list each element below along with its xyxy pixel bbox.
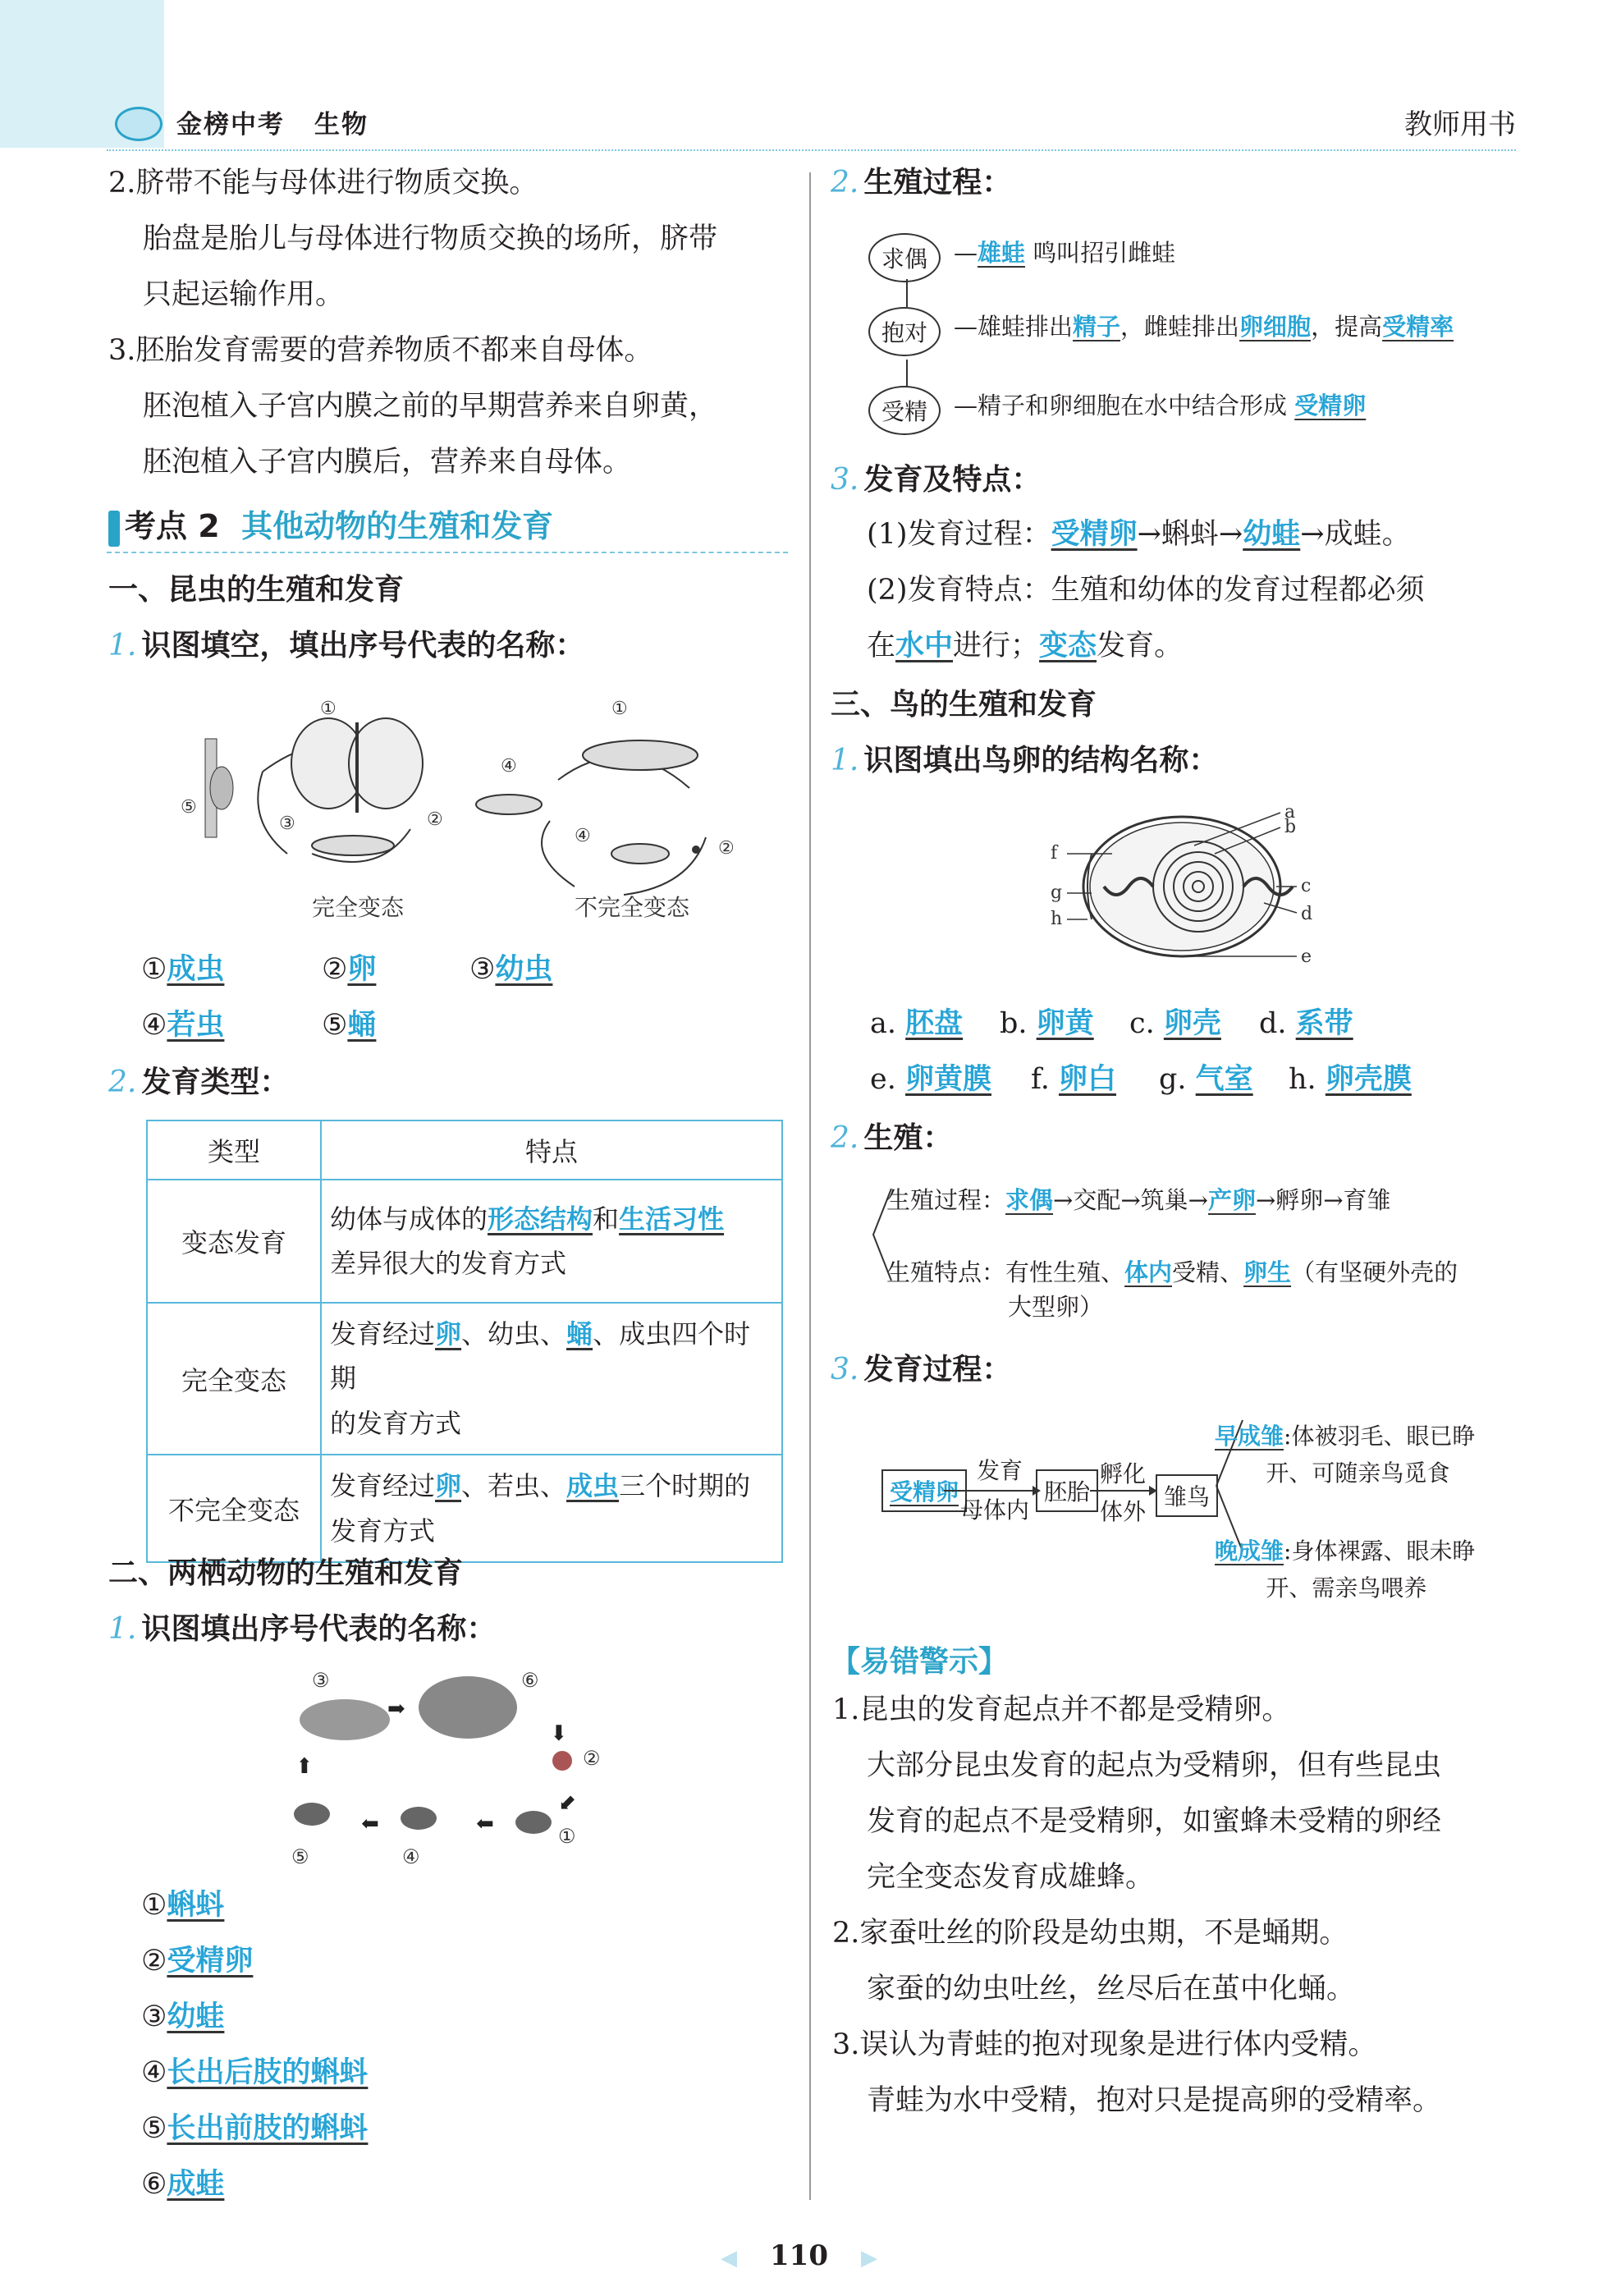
step-courtship: 求偶 — [868, 233, 941, 282]
svg-text:⬅: ⬅ — [476, 1812, 494, 1836]
frog-answer-4: ④长出后肢的蝌蚪 — [141, 2056, 369, 2089]
insect-answer-1: ①成虫 — [141, 953, 225, 986]
egg-answer-d: d. 系带 — [1259, 1007, 1353, 1040]
insect-answer-3: ③幼虫 — [469, 953, 553, 986]
svg-text:④: ④ — [575, 826, 591, 846]
froglet-icon — [300, 1699, 390, 1740]
note-2-line2: 胎盘是胎儿与母体进行物质交换的场所，脐带 — [143, 222, 718, 255]
section-insects: 一、昆虫的生殖和发育 — [108, 573, 405, 607]
question-egg-figure: 1. 识图填出鸟卵的结构名称： — [831, 744, 1219, 777]
svg-text:⬋: ⬋ — [558, 1791, 576, 1816]
insect-lifecycle-figure — [164, 690, 755, 928]
larva-icon — [312, 836, 394, 855]
table-row: 完全变态 发育经过卵、幼虫、蛹、成虫四个时期 的发育方式 — [147, 1303, 782, 1455]
svg-text:⬅: ⬅ — [361, 1812, 379, 1836]
frog-answer-6: ⑥成蛙 — [141, 2168, 225, 2201]
header-divider — [107, 149, 1516, 151]
question-dev-types: 2. 发育类型： — [108, 1066, 290, 1099]
egg-answer-b: b. 卵黄 — [1000, 1007, 1094, 1040]
warning-2-line2: 家蚕的幼虫吐丝，丝尽后在茧中化蛹。 — [867, 1973, 1356, 2005]
svg-text:⑤: ⑤ — [181, 797, 197, 818]
repro-connector — [903, 279, 911, 394]
column-divider — [809, 172, 811, 2200]
question-bird-repro: 2. 生殖： — [831, 1121, 953, 1155]
frog-answer-1: ①蝌蚪 — [141, 1889, 225, 1922]
svg-text:h: h — [1051, 909, 1063, 929]
table-row: 变态发育 幼体与成体的形态结构和生活习性 差异很大的发育方式 — [147, 1180, 782, 1303]
bird-dev-altricial: 晚成雏:身体裸露、眼未睁 开、需亲鸟喂养 — [1215, 1538, 1476, 1602]
bird-dev-arrow2-top: 孵化 — [1100, 1460, 1147, 1487]
kaodian-heading: 考点 2 其他动物的生殖和发育 — [108, 507, 553, 547]
svg-text:②: ② — [718, 838, 735, 859]
adult-frog-icon — [419, 1676, 517, 1739]
frog-lifecycle-figure — [279, 1666, 624, 1880]
question-frog-figure: 1. 识图填出序号代表的名称： — [108, 1612, 497, 1646]
note-2-line3: 只起运输作用。 — [143, 278, 345, 311]
insect-answer-2: ②卵 — [322, 953, 377, 986]
egg-answer-a: a. 胚盘 — [870, 1007, 964, 1040]
svg-text:b: b — [1284, 817, 1297, 837]
warning-3-title: 3.误认为青蛙的抱对现象是进行体内受精。 — [832, 2028, 1377, 2061]
question-repro-process: 2. 生殖过程： — [831, 166, 1012, 199]
bird-repro-process: 生殖过程：求偶→交配→筑巢→产卵→孵卵→育雏 — [886, 1186, 1391, 1214]
caption-complete: 完全变态 — [312, 894, 405, 921]
development-type-table — [146, 1120, 783, 1563]
egg-answer-e: e. 卵黄膜 — [870, 1063, 991, 1096]
next-arrow-icon: ▶ — [860, 2246, 877, 2271]
question-insect-figure: 1. 识图填空，填出序号代表的名称： — [108, 629, 585, 662]
egg-answer-c: c. 卵壳 — [1129, 1007, 1221, 1040]
section-birds: 三、鸟的生殖和发育 — [831, 688, 1097, 722]
bird-dev-embryo: 胚胎 — [1036, 1469, 1098, 1512]
svg-text:⬆: ⬆ — [295, 1754, 314, 1779]
warning-1-line4: 完全变态发育成雄蜂。 — [867, 1861, 1155, 1894]
step-amplexus: 抱对 — [868, 307, 941, 356]
svg-text:④: ④ — [501, 756, 517, 777]
page-number: ◀ 110 ▶ — [721, 2239, 877, 2272]
dev-feature-line2: 在水中进行；变态发育。 — [867, 630, 1184, 662]
svg-text:①: ① — [558, 1825, 576, 1848]
step-amplexus-text: —雄蛙排出精子，雌蛙排出卵细胞，提高受精率 — [954, 313, 1454, 341]
svg-text:f: f — [1051, 843, 1058, 864]
butterfly-icon — [291, 718, 423, 813]
prev-arrow-icon: ◀ — [721, 2246, 737, 2271]
frog-answer-2: ②受精卵 — [141, 1945, 254, 1977]
bird-dev-chick: 雏鸟 — [1156, 1474, 1218, 1517]
step-fertilization: 受精 — [868, 386, 941, 435]
question-dev-features: 3. 发育及特点： — [831, 463, 1042, 497]
frog-answer-3: ③幼蛙 — [141, 2000, 225, 2033]
svg-text:g: g — [1051, 882, 1063, 903]
svg-text:e: e — [1301, 946, 1312, 967]
svg-text:⬇: ⬇ — [550, 1721, 568, 1746]
warning-1-title: 1.昆虫的发育起点并不都是受精卵。 — [832, 1693, 1291, 1726]
svg-text:②: ② — [583, 1747, 601, 1770]
kaodian-mark-icon — [108, 511, 120, 547]
svg-text:⑤: ⑤ — [291, 1845, 309, 1868]
insect-answer-5: ⑤蛹 — [322, 1009, 377, 1042]
svg-text:①: ① — [320, 699, 337, 719]
note-3-line2: 胚泡植入子宫内膜之前的早期营养来自卵黄， — [143, 390, 718, 423]
egg-answer-f: f. 卵白 — [1031, 1063, 1116, 1096]
bird-dev-arrow2-bottom: 体外 — [1100, 1498, 1147, 1525]
svg-text:④: ④ — [402, 1845, 420, 1868]
step-fertilization-text: —精子和卵细胞在水中结合形成 受精卵 — [954, 392, 1367, 419]
svg-text:d: d — [1301, 904, 1313, 924]
dev-feature-line1: (2)发育特点：生殖和幼体的发育过程都必须 — [867, 574, 1425, 607]
caption-incomplete: 不完全变态 — [575, 894, 690, 921]
warning-2-title: 2.家蚕吐丝的阶段是幼虫期，不是蛹期。 — [832, 1917, 1348, 1950]
svg-text:①: ① — [611, 699, 628, 719]
bird-repro-features: 生殖特点：有性生殖、体内受精、卵生（有坚硬外壳的 — [886, 1258, 1458, 1286]
bird-dev-arrow1-top: 发育 — [977, 1457, 1023, 1484]
svg-text:⑥: ⑥ — [521, 1669, 539, 1692]
egg-icon — [552, 1751, 572, 1771]
svg-text:➡: ➡ — [387, 1697, 405, 1721]
section-amphibians: 二、两栖动物的生殖和发育 — [108, 1556, 464, 1590]
kaodian-underline — [107, 552, 788, 553]
warning-title: 【易错警示】 — [831, 1645, 1009, 1679]
dev-process: (1)发育过程：受精卵→蝌蚪→幼蛙→成蛙。 — [867, 518, 1411, 551]
note-3-line3: 胚泡植入子宫内膜后，营养来自母体。 — [143, 446, 632, 479]
note-3-title: 3.胚胎发育需要的营养物质不都来自母体。 — [108, 334, 653, 367]
table-header-feature: 特点 — [321, 1121, 782, 1180]
insect-answer-4: ④若虫 — [141, 1009, 225, 1042]
egg-answer-g: g. 气室 — [1159, 1063, 1253, 1096]
note-2-title: 2.脐带不能与母体进行物质交换。 — [108, 167, 538, 199]
bird-egg-figure — [1051, 804, 1330, 977]
svg-text:a: a — [1284, 804, 1296, 823]
svg-text:c: c — [1301, 876, 1312, 896]
table-row: 不完全变态 发育经过卵、若虫、成虫三个时期的 发育方式 — [147, 1455, 782, 1562]
warning-1-line2: 大部分昆虫发育的起点为受精卵，但有些昆虫 — [867, 1749, 1442, 1782]
bird-dev-arrow1-bottom: 母体内 — [960, 1496, 1030, 1524]
tadpole-icon — [294, 1803, 552, 1834]
frog-answer-5: ⑤长出前肢的蝌蚪 — [141, 2112, 369, 2145]
book-logo-icon — [115, 107, 163, 141]
warning-1-line3: 发育的起点不是受精卵，如蜜蜂未受精的卵经 — [867, 1805, 1442, 1838]
nymph-icon — [476, 795, 669, 864]
svg-text:③: ③ — [279, 813, 295, 834]
egg-answer-h: h. 卵壳膜 — [1289, 1063, 1412, 1096]
svg-text:③: ③ — [312, 1669, 330, 1692]
header-right: 教师用书 — [1404, 108, 1516, 141]
svg-text:②: ② — [427, 809, 443, 830]
question-bird-dev: 3. 发育过程： — [831, 1353, 1012, 1386]
step-courtship-text: —雄蛙 鸣叫招引雌蛙 — [954, 239, 1176, 267]
warning-3-line2: 青蛙为水中受精，抱对只是提高卵的受精率。 — [867, 2084, 1442, 2117]
grasshopper-icon — [583, 740, 698, 770]
pupa-icon — [205, 739, 233, 837]
bird-repro-features-cont: 大型卵） — [1008, 1293, 1104, 1321]
bird-dev-precocial: 早成雏:体被羽毛、眼已睁 开、可随亲鸟觅食 — [1215, 1423, 1476, 1487]
table-header-type: 类型 — [147, 1121, 321, 1180]
header-left: 金榜中考 生物 — [176, 110, 369, 140]
bird-dev-start: 受精卵 — [881, 1469, 967, 1512]
